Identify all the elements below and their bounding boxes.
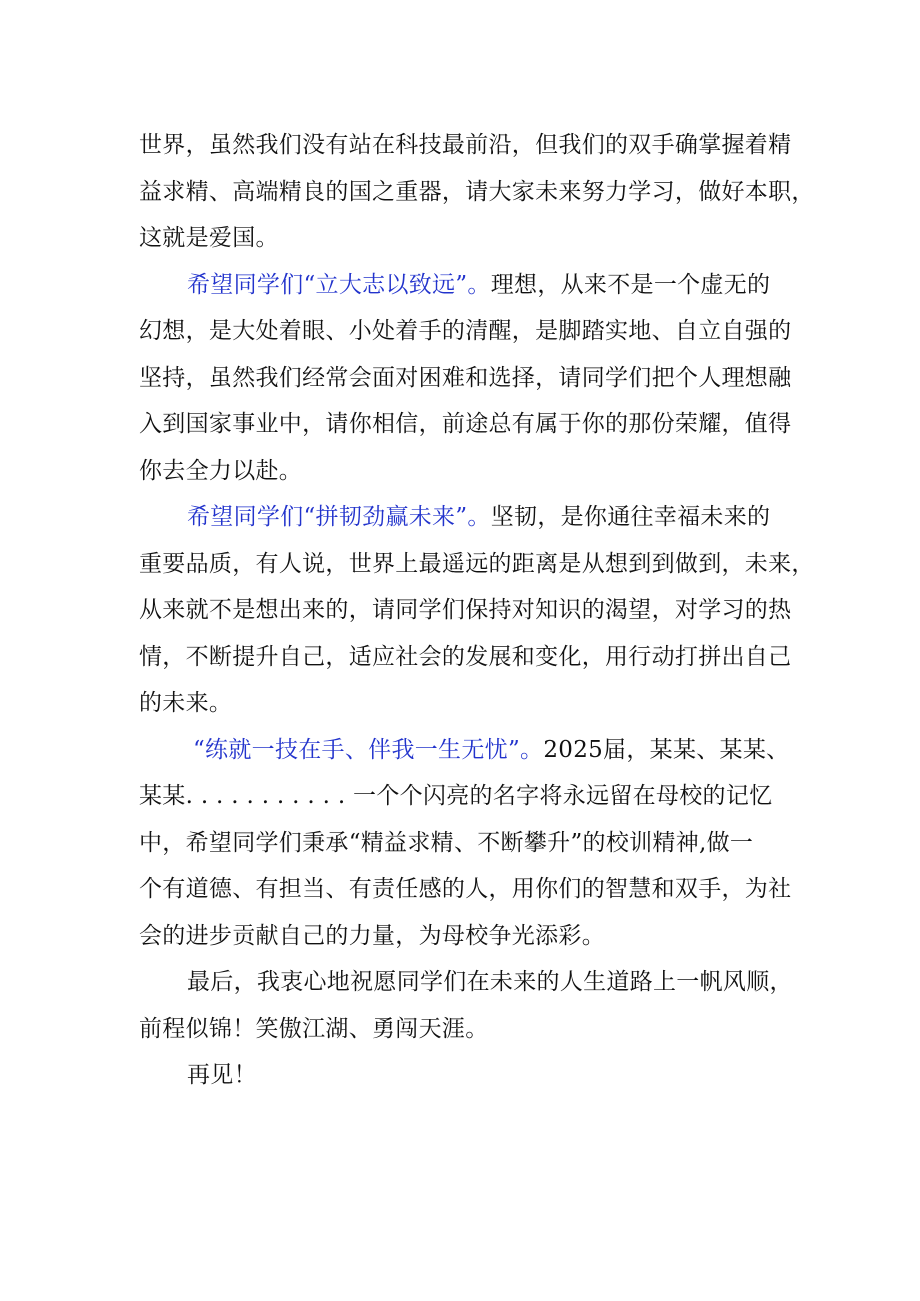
text-line: 这就是爱国。 (139, 225, 279, 251)
highlight-phrase: “练就一技在手、伴我一生无忧”。 (193, 736, 544, 763)
text-line: 坚持，虽然我们经常会面对困难和选择，请同学们把个人理想融 (139, 364, 792, 391)
text-line: 最后，我衷心地祝愿同学们在未来的人生道路上一帆风顺， (187, 969, 793, 995)
text-line (139, 494, 809, 541)
text-line: 前程似锦！笑傲江湖、勇闯天涯。 (139, 1015, 489, 1042)
text-line: 个有道德、有担当、有责任感的人，用你们的智慧和双手，为社 (139, 876, 792, 902)
text-line: 某某. . . . . . . . . . . 一个个闪亮的名字将永远留在母校的记忆 (139, 783, 773, 809)
text-line: 中，希望同学们秉承“精益求精、不断攀升”的校训精神,做一 (139, 829, 754, 856)
text-line: 重要品质，有人说，世界上最遥远的距离是从想到到做到，未来， (139, 550, 815, 577)
paragraph-1 (139, 122, 815, 262)
text-line: 会的进步贡献自己的力量，为母校争光添彩。 (139, 922, 605, 949)
document-body (139, 122, 815, 1099)
highlight-phrase: 希望同学们“立大志以致远”。 (187, 271, 491, 298)
text-fragment: 坚韧，是你通往幸福未来的 (490, 504, 771, 530)
text-line: 再见！ (187, 1062, 257, 1088)
paragraph-6 (139, 1052, 809, 1099)
paragraph-5 (139, 959, 809, 1052)
paragraph-2 (139, 262, 809, 495)
text-line: 入到国家事业中，请你相信，前途总有属于你的那份荣耀，值得 (139, 411, 792, 437)
text-line: 情，不断提升自己，适应社会的发展和变化，用行动打拼出自己 (139, 643, 792, 670)
text-line (139, 727, 809, 774)
paragraph-4 (139, 727, 809, 960)
text-line: 你去全力以赴。 (139, 457, 303, 484)
text-line: 幻想，是大处着眼、小处着手的清醒，是脚踏实地、自立自强的 (139, 318, 792, 344)
text-line (139, 262, 809, 309)
text-fragment: 理想，从来不是一个虚无的 (490, 271, 771, 298)
paragraph-3 (139, 494, 815, 727)
highlight-phrase: 希望同学们“拼韧劲赢未来”。 (187, 504, 491, 530)
text-fragment: 2025届，某某、某某、 (543, 736, 790, 763)
text-line: 的未来。 (139, 690, 233, 716)
text-line: 从来就不是想出来的，请同学们保持对知识的渴望，对学习的热 (139, 597, 792, 623)
text-line: 益求精、高端精良的国之重器，请大家未来努力学习，做好本职， (139, 178, 815, 205)
text-line: 世界，虽然我们没有站在科技最前沿，但我们的双手确掌握着精 (139, 132, 792, 158)
